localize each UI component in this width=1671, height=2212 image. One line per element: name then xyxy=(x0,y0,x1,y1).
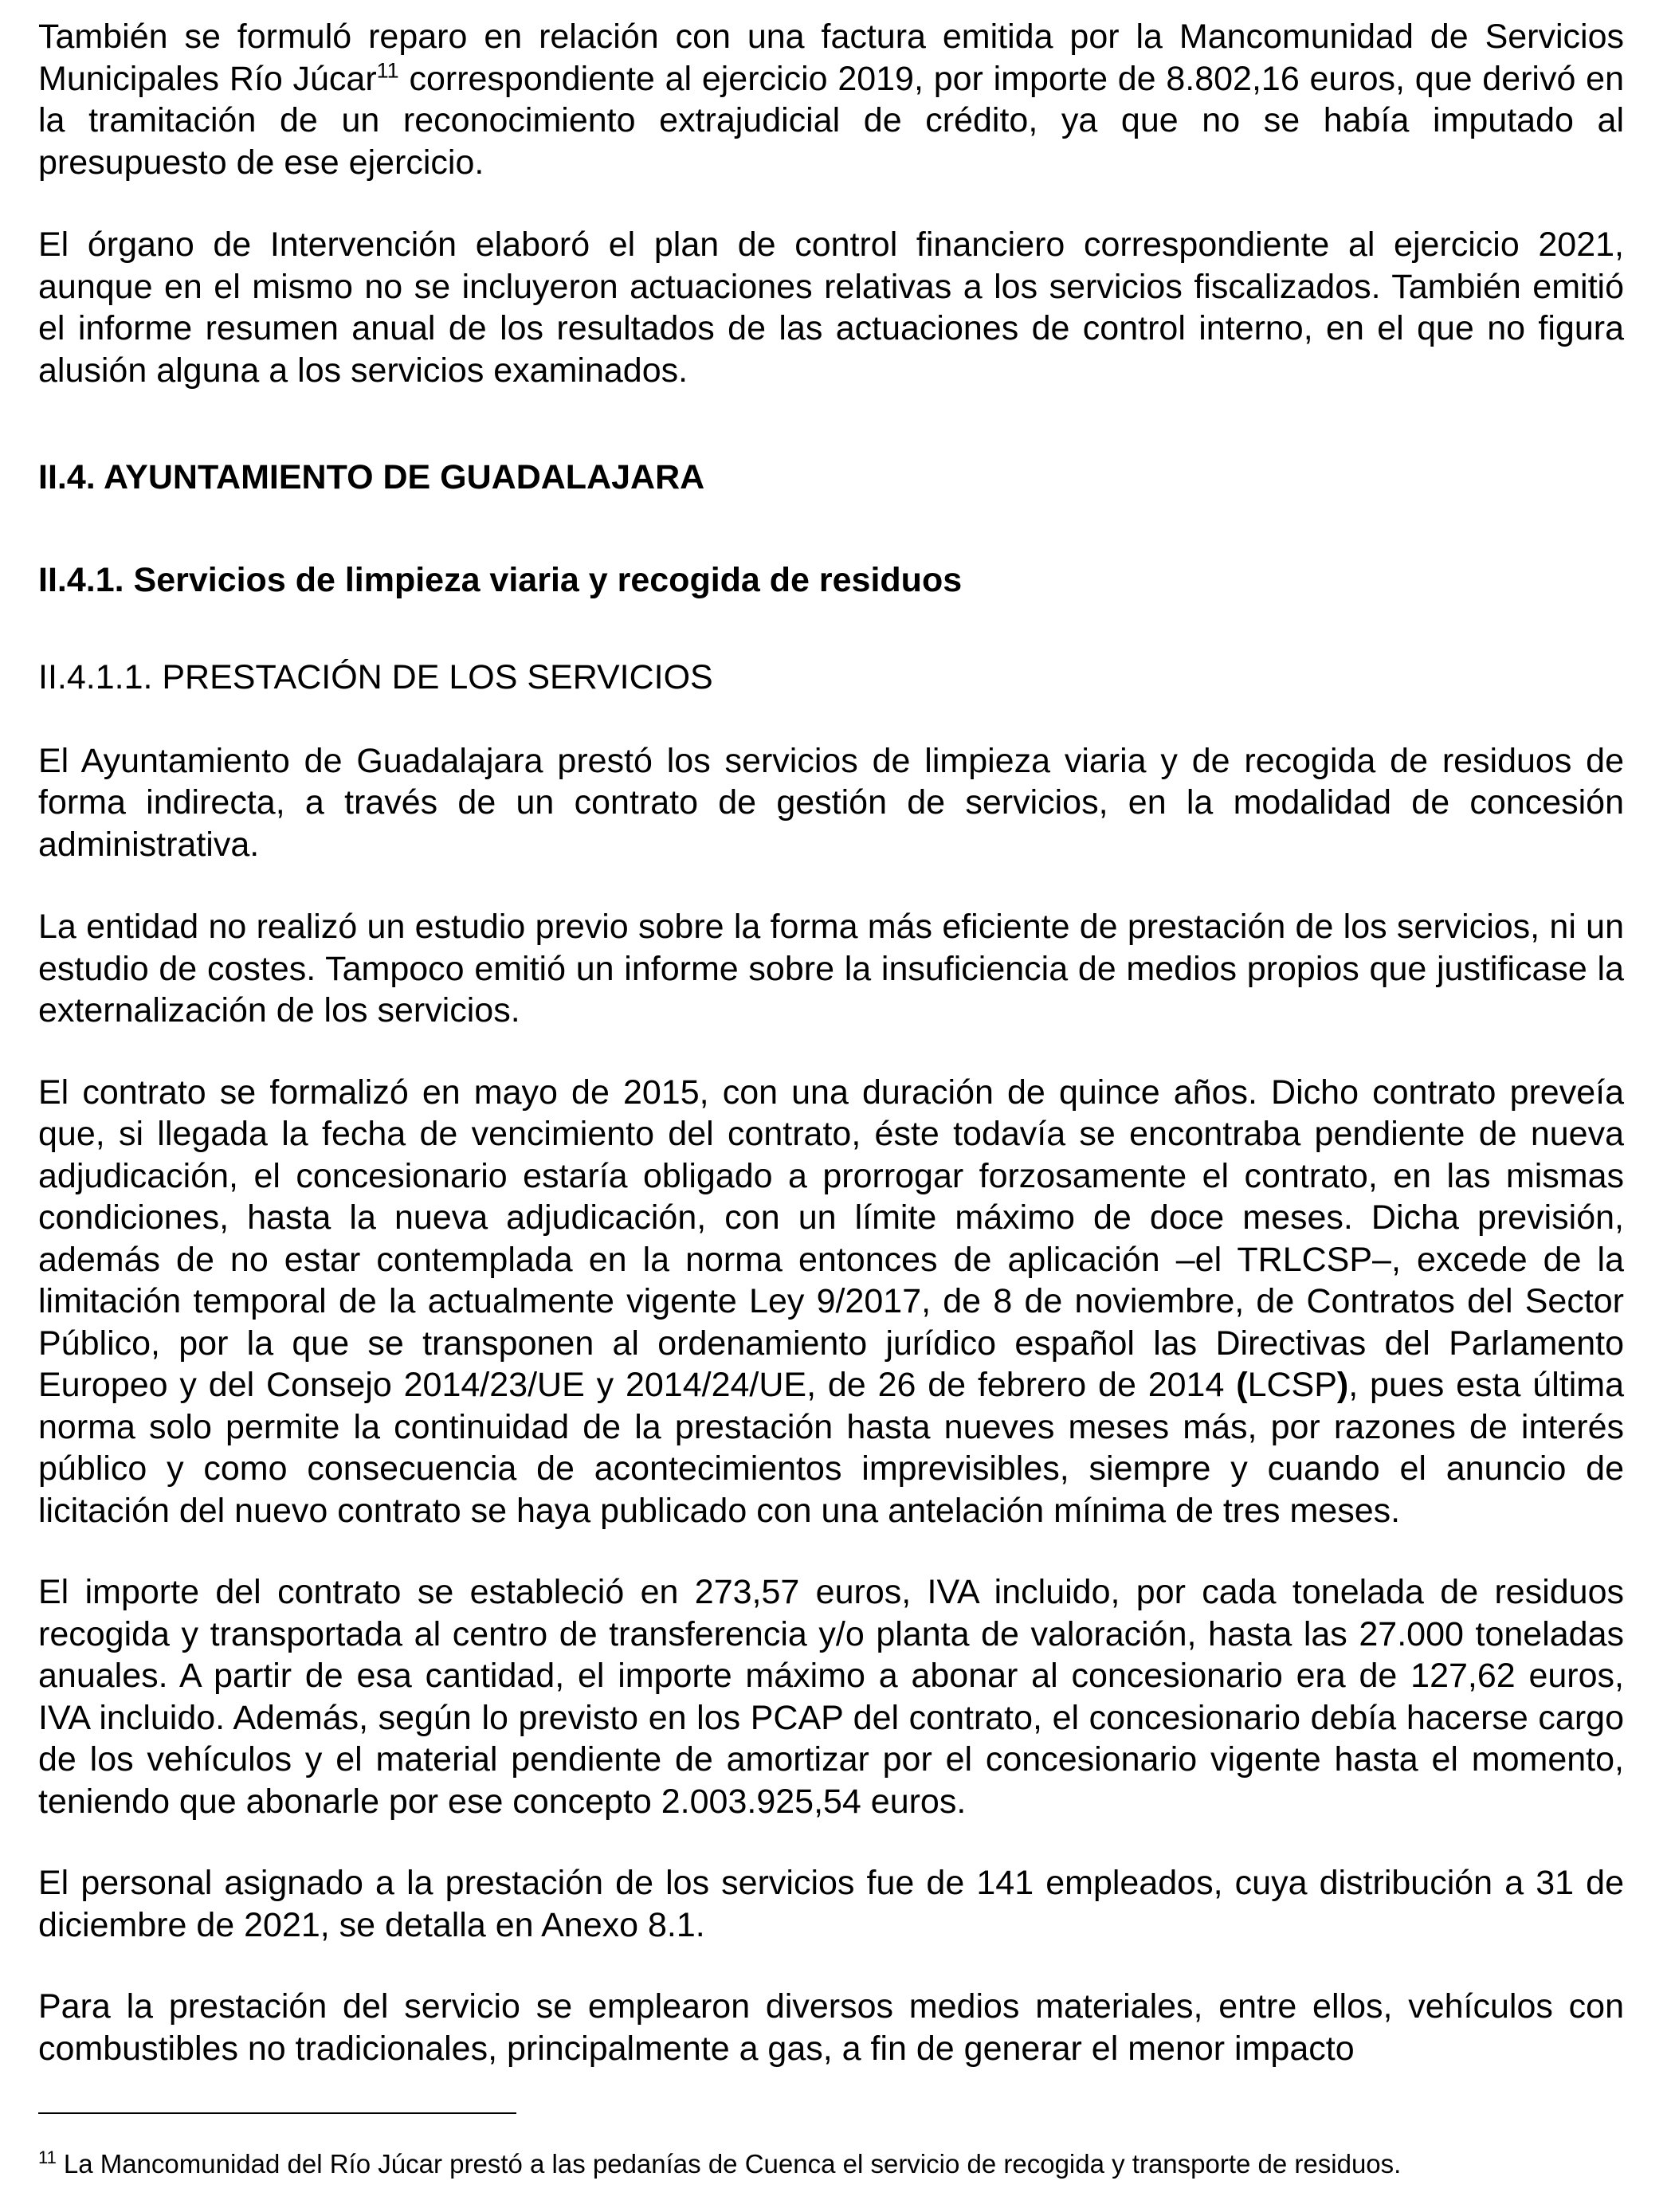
paragraph-contrato-duracion xyxy=(38,1072,1624,1532)
footnote-reference[interactable]: 11 xyxy=(376,58,399,83)
paragraph-estudio-previo: La entidad no realizó un estudio previo sobre la forma más eficiente de prestación de los servicios, ni un estudio de costes. Tampoco emitió un informe sobre la insuficiencia de medios propios que justificase la externalización de los servicios. xyxy=(38,908,1624,1030)
paragraph-importe-contrato: El importe del contrato se estableció en 273,57 euros, IVA incluido, por cada tonelada de residuos recogida y transportada al centro de transferencia y/o planta de valoración, hasta las 27.000 toneladas anuales. A partir de esa cantidad, el importe máximo a abonar al concesionario era de 127,62 euros, IVA incluido. Además, según lo previsto en los PCAP del contrato, el concesionario debía hacerse cargo de los vehículos y el material pendiente de amortizar por el concesionario vigente hasta el momento, teniendo que abonarle por ese concepto 2.003.925,54 euros. xyxy=(38,1573,1624,1821)
footnote-text: La Mancomunidad del Río Júcar prestó a las pedanías de Cuenca el servicio de recogida y transporte de residuos. xyxy=(63,2149,1402,2179)
footnote xyxy=(38,2148,1624,2180)
paragraph-control-financiero: El órgano de Intervención elaboró el plan de control financiero correspondiente al ejercicio 2021, aunque en el mismo no se incluyeron actuaciones relativas a los servicios fiscalizados. También emitió el informe resumen anual de los resultados de las actuaciones de control interno, en el que no figura alusión alguna a los servicios examinados. xyxy=(38,226,1624,390)
paragraph-forma-prestacion: El Ayuntamiento de Guadalajara prestó los servicios de limpieza viaria y de recogida de residuos de forma indirecta, a través de un contrato de gestión de servicios, en la modalidad de concesión administrativa. xyxy=(38,741,1624,864)
paragraph-reparo-factura xyxy=(38,16,1624,183)
document-page xyxy=(38,16,1624,2069)
lcsp-acronym: LCSP xyxy=(1247,1366,1337,1404)
subsection-heading: II.4.1. Servicios de limpieza viaria y recogida de residuos xyxy=(38,560,963,599)
bold-parenthesis: ) xyxy=(1336,1366,1349,1404)
paragraph-text: correspondiente al ejercicio 2019, por importe de 8.802,16 euros, que derivó en la tramitación de un reconocimiento extrajudicial de crédito, ya que no se había imputado al presupuesto de ese ejercicio. xyxy=(38,59,1624,182)
subsubsection-heading: II.4.1.1. PRESTACIÓN DE LOS SERVICIOS xyxy=(38,658,713,696)
footnote-separator xyxy=(38,2112,516,2114)
paragraph-text: También se formuló reparo en relación con una factura emitida por la Mancomunidad de Servicios Municipales Río Júcar xyxy=(38,18,1624,98)
paragraph-personal-asignado: El personal asignado a la prestación de los servicios fue de 141 empleados, cuya distribución a 31 de diciembre de 2021, se detalla en Anexo 8.1. xyxy=(38,1864,1624,1944)
paragraph-text: , pues esta última norma solo permite la continuidad de la prestación hasta nueves meses más, por razones de interés público y como consecuencia de acontecimientos imprevisibles, siempre y cuando el anuncio de licitación del nuevo contrato se haya publicado con una antelación mínima de tres meses. xyxy=(38,1366,1624,1530)
section-heading: II.4. AYUNTAMIENTO DE GUADALAJARA xyxy=(38,458,705,496)
footnote-number: 11 xyxy=(38,2147,57,2167)
paragraph-medios-materiales: Para la prestación del servicio se emplearon diversos medios materiales, entre ellos, vehículos con combustibles no tradicionales, principalmente a gas, a fin de generar el menor impacto xyxy=(38,1987,1624,2068)
bold-parenthesis: ( xyxy=(1236,1366,1248,1404)
paragraph-text: El contrato se formalizó en mayo de 2015, con una duración de quince años. Dicho contrato preveía que, si llegada la fecha de vencimiento del contrato, éste todavía se encontraba pendiente de nueva adjudicación, el concesionario estaría obligado a prorrogar forzosamente el contrato, en las mismas condiciones, hasta la nueva adjudicación, con un límite máximo de doce meses. Dicha previsión, además de no estar contemplada en la norma entonces de aplicación –el TRLCSP–, excede de la limitación temporal de la actualmente vigente Ley 9/2017, de 8 de noviembre, de Contratos del Sector Público, por la que se transponen al ordenamiento jurídico español las Directivas del Parlamento Europeo y del Consejo 2014/23/UE y 2014/24/UE, de 26 de febrero de 2014 xyxy=(38,1073,1624,1404)
